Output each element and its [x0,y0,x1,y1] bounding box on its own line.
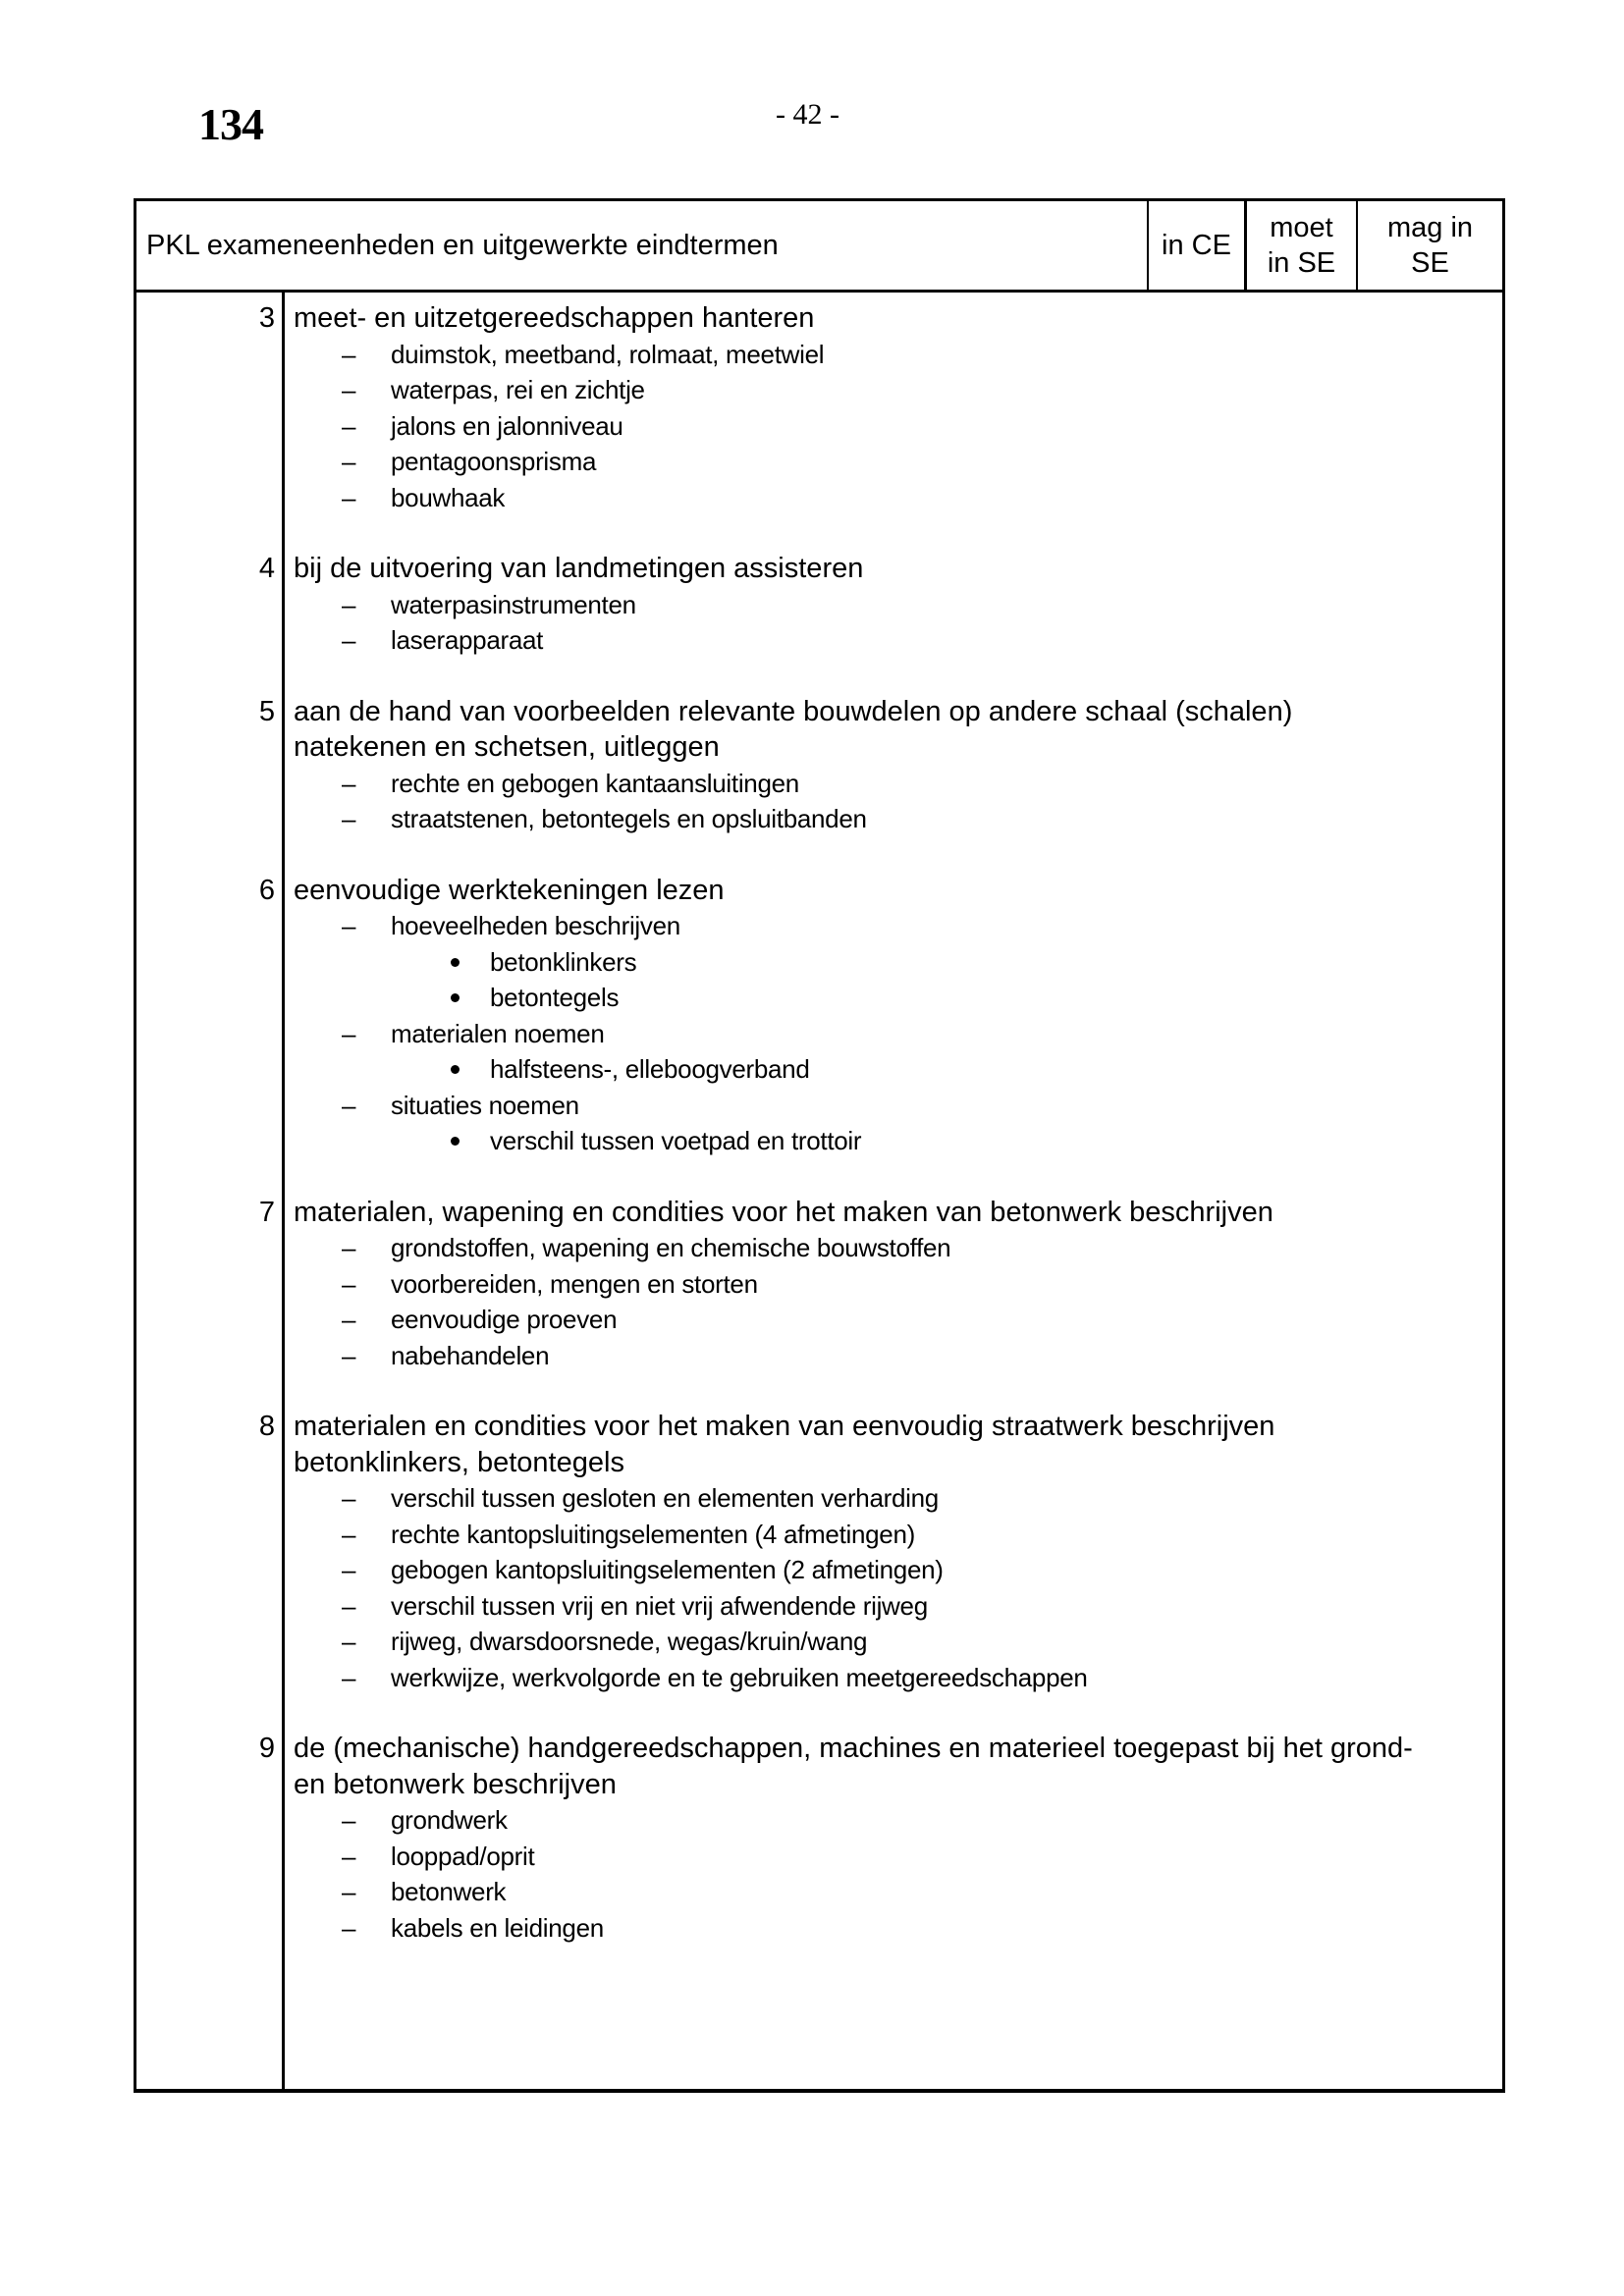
unit-title-line: en betonwerk beschrijven [294,1768,617,1800]
dash-bullet-icon: – [342,1305,356,1334]
dash-bullet-icon: – [342,1018,356,1048]
sub-list-item-text: verschil tussen voetpad en trottoir [490,1126,862,1155]
dash-bullet-icon: – [342,911,356,940]
list-item-text: voorbereiden, mengen en storten [391,1268,758,1299]
list-item [136,1016,1502,1052]
dash-bullet-icon: – [342,1877,356,1906]
header-in-ce: in CE [1149,201,1247,290]
dash-bullet-icon: – [342,1627,356,1656]
unit-heading [136,1731,1472,1802]
list-item [136,1588,1502,1625]
unit-number: 5 [258,695,275,727]
unit-number: 4 [258,553,275,584]
sub-list-item [136,1123,1502,1159]
sub-list-item-text: betonklinkers [490,946,637,977]
exam-unit [136,694,1502,837]
list-item-text: hoeveelheden beschrijven [391,911,680,940]
header-mag-line1: mag in [1386,212,1474,243]
list-item-text: straatstenen, betontegels en opsluitbanden [391,804,867,833]
list-item-text: verschil tussen vrij en niet vrij afwendende rijweg [391,1590,928,1621]
dash-bullet-icon: – [342,1805,356,1835]
list-item-text: grondwerk [391,1805,508,1835]
list-item-text: rijweg, dwarsdoorsnede, wegas/kruin/wang [391,1627,868,1656]
list-item [136,622,1502,659]
list-item [136,1517,1502,1553]
unit-title-line: materialen en condities voor het maken van eenvoudig straatwerk beschrijven [294,1411,1275,1442]
unit-number: 8 [258,1411,275,1442]
list-item [136,1624,1502,1660]
list-item-text: kabels en leidingen [391,1912,604,1943]
dash-bullet-icon: – [342,1483,356,1513]
unit-number: 3 [258,302,275,334]
dash-bullet-icon: – [342,768,356,798]
unit-number: 7 [258,1196,275,1228]
bullet-dot-icon [451,993,460,1002]
unit-title-line: meet- en uitzetgereedschappen hanteren [294,302,815,334]
page-number: 134 [198,99,263,149]
sub-list-item-text: halfsteens-, elleboogverband [490,1054,810,1084]
list-item [136,1839,1502,1875]
list-item [136,444,1502,480]
sub-list-item [136,980,1502,1016]
list-item-text: eenvoudige proeven [391,1305,618,1334]
dash-bullet-icon: – [342,1519,356,1549]
bullet-dot-icon [451,958,460,967]
sub-list-item [136,944,1502,981]
dash-bullet-icon: – [342,1268,356,1299]
exam-unit [136,1731,1502,1946]
unit-heading [136,1195,1472,1231]
list-item [136,1266,1502,1303]
exam-unit [136,873,1502,1159]
list-item-text: duimstok, meetband, rolmaat, meetwiel [391,339,825,369]
sub-list-item [136,1051,1502,1088]
list-item-text: rechte en gebogen kantaansluitingen [391,768,799,798]
list-item [136,587,1502,623]
table-header [136,201,1502,293]
list-item-text: verschil tussen gesloten en elementen verharding [391,1483,939,1513]
list-item-text: werkwijze, werkvolgorde en te gebruiken meetgereedschappen [391,1662,1088,1692]
list-item [136,1802,1502,1839]
dash-bullet-icon: – [342,339,356,369]
exam-units-table [134,198,1505,2093]
list-item-text: gebogen kantopsluitingselementen (2 afmetingen) [391,1555,944,1584]
unit-heading [136,1409,1472,1480]
list-item-text: grondstoffen, wapening en chemische bouwstoffen [391,1233,951,1262]
exam-unit [136,1195,1502,1374]
unit-title-line: natekenen en schetsen, uitleggen [294,731,720,763]
unit-title-line: de (mechanische) handgereedschappen, machines en materieel toegepast bij het grond- [294,1733,1413,1764]
exam-unit [136,1409,1502,1695]
dash-bullet-icon: – [342,1555,356,1584]
sub-list-item-text: betontegels [490,983,620,1012]
dash-bullet-icon: – [342,375,356,404]
dash-bullet-icon: – [342,447,356,476]
list-item [136,372,1502,408]
list-item-text: materialen noemen [391,1018,605,1048]
list-item-text: jalons en jalonniveau [391,410,623,441]
unit-title-line: betonklinkers, betontegels [294,1446,624,1478]
dash-bullet-icon: – [342,1662,356,1692]
unit-number: 6 [258,874,275,906]
list-item-text: rechte kantopsluitingselementen (4 afmetingen) [391,1519,915,1549]
list-item [136,1302,1502,1338]
header-moet-in-se [1247,201,1358,290]
list-item-text: laserapparaat [391,625,544,655]
list-item [136,408,1502,445]
list-item [136,1338,1502,1374]
list-item-text: waterpas, rei en zichtje [391,375,645,404]
list-item-text: bouwhaak [391,482,506,512]
dash-bullet-icon: – [342,589,356,619]
unit-heading [136,551,1472,587]
header-moet-line1: moet [1270,212,1333,243]
list-item [136,1088,1502,1124]
list-item [136,801,1502,837]
list-item [136,766,1502,802]
dash-bullet-icon: – [342,1340,356,1370]
header-moet-line2: in SE [1267,247,1336,279]
unit-heading [136,873,1472,909]
dash-bullet-icon: – [342,1912,356,1943]
list-item [136,1660,1502,1696]
list-item [136,908,1502,944]
unit-title-line: materialen, wapening en condities voor het maken van betonwerk beschrijven [294,1196,1273,1228]
dash-bullet-icon: – [342,625,356,655]
list-item-text: situaties noemen [391,1090,579,1120]
bullet-dot-icon [451,1065,460,1074]
list-item [136,1910,1502,1947]
dash-bullet-icon: – [342,804,356,833]
list-item [136,480,1502,516]
list-item-text: betonwerk [391,1877,507,1906]
exam-unit [136,300,1502,515]
list-item-text: pentagoonsprisma [391,447,597,476]
dash-bullet-icon: – [342,482,356,512]
list-item [136,1552,1502,1588]
dash-bullet-icon: – [342,410,356,441]
unit-heading [136,300,1472,337]
header-mag-in-se [1358,201,1502,290]
list-item [136,1874,1502,1910]
bullet-dot-icon [451,1137,460,1146]
unit-title-line: eenvoudige werktekeningen lezen [294,874,725,906]
list-item [136,337,1502,373]
dash-bullet-icon: – [342,1590,356,1621]
dash-bullet-icon: – [342,1090,356,1120]
exam-unit [136,551,1502,659]
dash-bullet-icon: – [342,1233,356,1262]
header-title: PKL exameneenheden en uitgewerkte eindtermen [136,201,1149,290]
list-item [136,1480,1502,1517]
unit-heading [136,694,1472,766]
list-item-text: looppad/oprit [391,1841,535,1871]
unit-title-line: bij de uitvoering van landmetingen assisteren [294,553,864,584]
dash-bullet-icon: – [342,1841,356,1871]
list-item [136,1230,1502,1266]
header-mag-line2: SE [1411,247,1449,279]
table-body [136,293,1502,1981]
page-number-center: - 42 - [776,98,839,131]
unit-title-line: aan de hand van voorbeelden relevante bouwdelen op andere schaal (schalen) [294,695,1293,727]
unit-number: 9 [258,1733,275,1764]
list-item-text: waterpasinstrumenten [391,589,636,619]
list-item-text: nabehandelen [391,1340,550,1370]
